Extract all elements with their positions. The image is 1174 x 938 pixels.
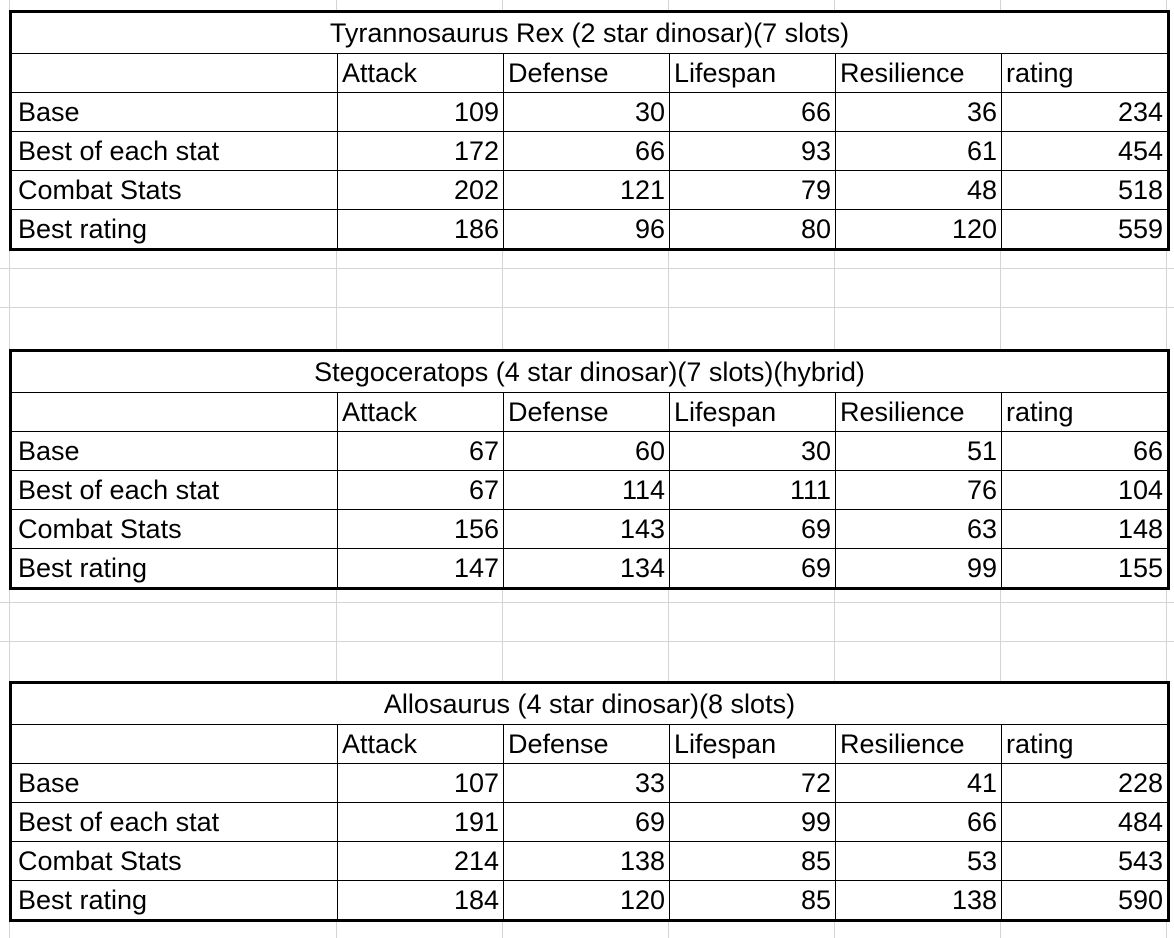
header-row [11,393,1169,432]
row-label[interactable]: Combat Stats [11,171,338,210]
table-row [11,549,1169,589]
table-title-row [11,12,1169,54]
cell-defense[interactable]: 69 [504,803,670,842]
row-label[interactable]: Best rating [11,549,338,589]
table-row [11,432,1169,471]
stats-table-stegoceratops [9,349,1170,590]
cell-attack[interactable]: 109 [338,93,504,132]
table-row [11,471,1169,510]
table-title[interactable]: Stegoceratops (4 star dinosar)(7 slots)(hybrid) [11,351,1169,393]
cell-lifespan[interactable]: 85 [670,842,836,881]
cell-resilience[interactable]: 120 [836,210,1002,250]
cell-rating[interactable]: 484 [1002,803,1169,842]
stats-table-allosaurus [9,681,1170,922]
table-row [11,93,1169,132]
stats-table-tyrannosaurus [9,10,1170,251]
cell-lifespan[interactable]: 79 [670,171,836,210]
cell-defense[interactable]: 120 [504,881,670,921]
cell-lifespan[interactable]: 69 [670,549,836,589]
cell-defense[interactable]: 30 [504,93,670,132]
cell-attack[interactable]: 107 [338,764,504,803]
cell-rating[interactable]: 590 [1002,881,1169,921]
row-label[interactable]: Best rating [11,881,338,921]
header-cell-lifespan[interactable]: Lifespan [670,725,836,764]
header-cell-lifespan[interactable]: Lifespan [670,54,836,93]
cell-defense[interactable]: 96 [504,210,670,250]
cell-resilience[interactable]: 66 [836,803,1002,842]
cell-resilience[interactable]: 53 [836,842,1002,881]
header-cell-attack[interactable]: Attack [338,725,504,764]
header-cell-resilience[interactable]: Resilience [836,393,1002,432]
cell-attack[interactable]: 172 [338,132,504,171]
cell-attack[interactable]: 191 [338,803,504,842]
cell-rating[interactable]: 454 [1002,132,1169,171]
cell-attack[interactable]: 184 [338,881,504,921]
cell-resilience[interactable]: 41 [836,764,1002,803]
header-row [11,725,1169,764]
cell-attack[interactable]: 186 [338,210,504,250]
cell-rating[interactable]: 228 [1002,764,1169,803]
cell-lifespan[interactable]: 111 [670,471,836,510]
table-title-row [11,351,1169,393]
header-cell-rating[interactable]: rating [1002,725,1169,764]
table-title[interactable]: Tyrannosaurus Rex (2 star dinosar)(7 slots) [11,12,1169,54]
table-row [11,510,1169,549]
cell-rating[interactable]: 66 [1002,432,1169,471]
cell-lifespan[interactable]: 93 [670,132,836,171]
cell-defense[interactable]: 143 [504,510,670,549]
cell-defense[interactable]: 66 [504,132,670,171]
cell-defense[interactable]: 138 [504,842,670,881]
cell-attack[interactable]: 202 [338,171,504,210]
row-label[interactable]: Best of each stat [11,132,338,171]
table-title[interactable]: Allosaurus (4 star dinosar)(8 slots) [11,683,1169,725]
cell-rating[interactable]: 148 [1002,510,1169,549]
row-label[interactable]: Best of each stat [11,471,338,510]
cell-attack[interactable]: 67 [338,471,504,510]
table-row [11,881,1169,921]
header-cell-attack[interactable]: Attack [338,54,504,93]
cell-defense[interactable]: 121 [504,171,670,210]
cell-resilience[interactable]: 51 [836,432,1002,471]
cell-resilience[interactable]: 76 [836,471,1002,510]
header-cell-defense[interactable]: Defense [504,393,670,432]
row-label[interactable]: Base [11,93,338,132]
cell-rating[interactable]: 155 [1002,549,1169,589]
table-row [11,171,1169,210]
cell-rating[interactable]: 559 [1002,210,1169,250]
header-cell-rating[interactable]: rating [1002,54,1169,93]
table-row [11,842,1169,881]
table-row [11,803,1169,842]
header-cell-defense[interactable]: Defense [504,54,670,93]
cell-defense[interactable]: 33 [504,764,670,803]
cell-attack[interactable]: 156 [338,510,504,549]
header-cell-rating[interactable]: rating [1002,393,1169,432]
cell-lifespan[interactable]: 30 [670,432,836,471]
header-cell-empty[interactable] [11,54,338,93]
cell-resilience[interactable]: 61 [836,132,1002,171]
cell-rating[interactable]: 234 [1002,93,1169,132]
cell-defense[interactable]: 114 [504,471,670,510]
table-row [11,132,1169,171]
cell-rating[interactable]: 104 [1002,471,1169,510]
cell-resilience[interactable]: 36 [836,93,1002,132]
cell-defense[interactable]: 60 [504,432,670,471]
header-cell-lifespan[interactable]: Lifespan [670,393,836,432]
header-cell-empty[interactable] [11,725,338,764]
row-label[interactable]: Base [11,764,338,803]
row-label[interactable]: Best rating [11,210,338,250]
cell-lifespan[interactable]: 85 [670,881,836,921]
cell-rating[interactable]: 543 [1002,842,1169,881]
row-label[interactable]: Best of each stat [11,803,338,842]
cell-resilience[interactable]: 99 [836,549,1002,589]
cell-resilience[interactable]: 138 [836,881,1002,921]
cell-attack[interactable]: 214 [338,842,504,881]
table-title-row [11,683,1169,725]
header-row [11,54,1169,93]
row-label[interactable]: Combat Stats [11,510,338,549]
cell-lifespan[interactable]: 80 [670,210,836,250]
header-cell-resilience[interactable]: Resilience [836,725,1002,764]
cell-defense[interactable]: 134 [504,549,670,589]
cell-lifespan[interactable]: 72 [670,764,836,803]
cell-resilience[interactable]: 63 [836,510,1002,549]
row-label[interactable]: Base [11,432,338,471]
cell-resilience[interactable]: 48 [836,171,1002,210]
cell-lifespan[interactable]: 99 [670,803,836,842]
cell-lifespan[interactable]: 66 [670,93,836,132]
cell-attack[interactable]: 147 [338,549,504,589]
header-cell-defense[interactable]: Defense [504,725,670,764]
table-row [11,764,1169,803]
header-cell-attack[interactable]: Attack [338,393,504,432]
header-cell-resilience[interactable]: Resilience [836,54,1002,93]
table-row [11,210,1169,250]
header-cell-empty[interactable] [11,393,338,432]
row-label[interactable]: Combat Stats [11,842,338,881]
cell-rating[interactable]: 518 [1002,171,1169,210]
cell-lifespan[interactable]: 69 [670,510,836,549]
cell-attack[interactable]: 67 [338,432,504,471]
